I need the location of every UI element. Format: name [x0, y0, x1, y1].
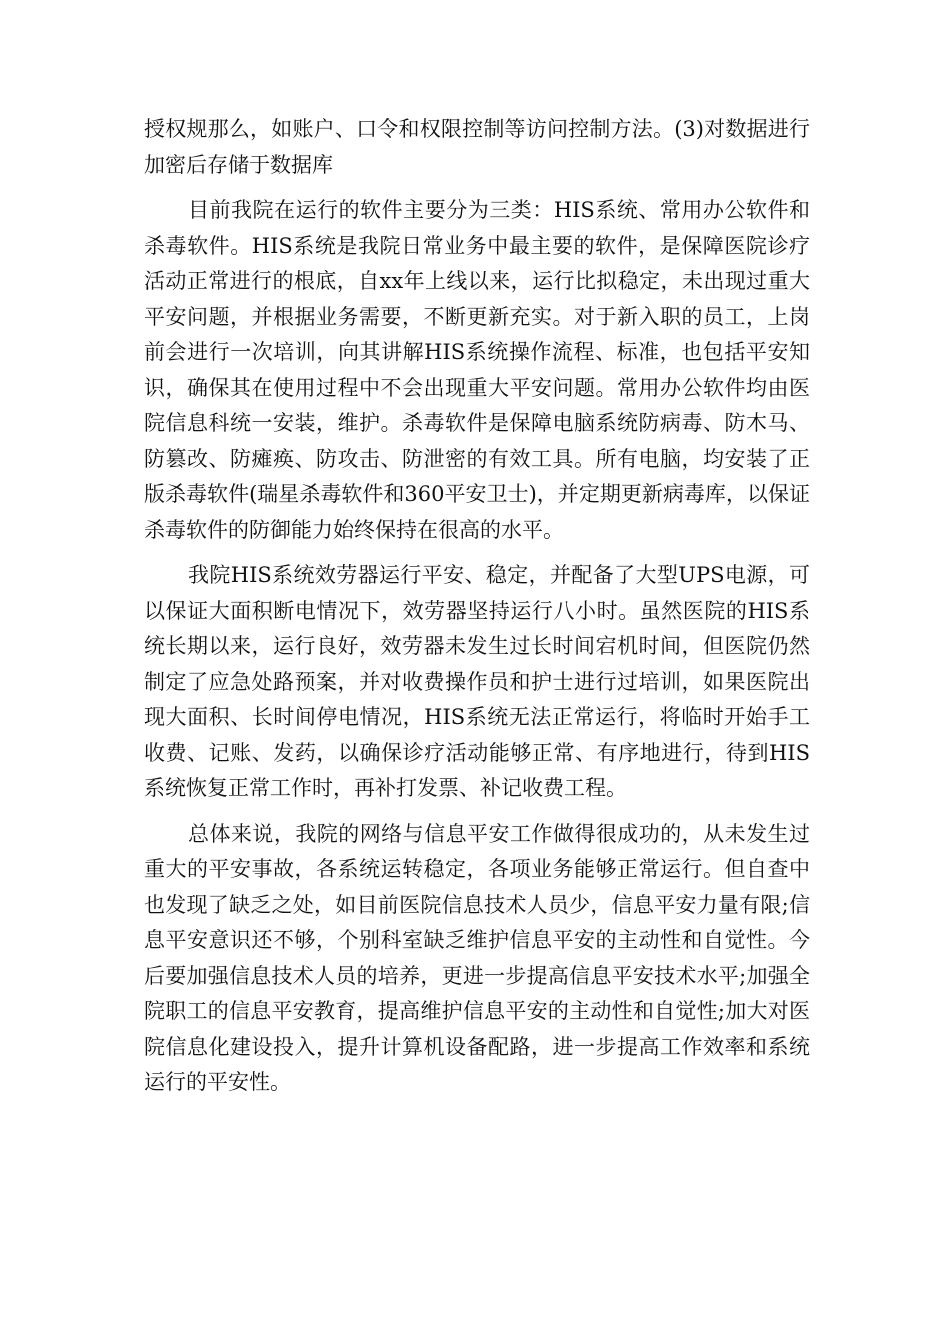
paragraph-1: 授权规那么，如账户、口令和权限控制等访问控制方法。(3)对数据进行加密后存储于数据库 — [144, 117, 810, 177]
paragraph-4: 总体来说，我院的网络与信息平安工作做得很成功的，从未发生过重大的平安事故，各系统运转稳定，各项业务能够正常运行。但自查中也发现了缺乏之处，如目前医院信息技术人员少，信息平安力量有限;信息平安意识还不够，个别科室缺乏维护信息平安的主动性和自觉性。今后要加强信息技术人员的培养，更进一步提高信息平安技术水平;加强全院职工的信息平安教育，提高维护信息平安的主动性和自觉性;加大对医院信息化建设投入，提升计算机设备配路，进一步提高工作效率和系统运行的平安性。 — [144, 821, 810, 1094]
paragraph-3: 我院HIS系统效劳器运行平安、稳定，并配备了大型UPS电源，可以保证大面积断电情况下，效劳器坚持运行八小时。虽然医院的HIS系统长期以来，运行良好，效劳器未发生过长时间宕机时间，但医院仍然制定了应急处路预案，并对收费操作员和护士进行过培训，如果医院出现大面积、长时间停电情况，HIS系统无法正常运行，将临时开始手工收费、记账、发药，以确保诊疗活动能够正常、有序地进行，待到HIS系统恢复正常工作时，再补打发票、补记收费工程。 — [144, 563, 810, 800]
paragraph-2: 目前我院在运行的软件主要分为三类：HIS系统、常用办公软件和杀毒软件。HIS系统是我院日常业务中最主要的软件，是保障医院诊疗活动正常进行的根底，自xx年上线以来，运行比拟稳定，未出现过重大平安问题，并根据业务需要，不断更新充实。对于新入职的员工，上岗前会进行一次培训，向其讲解HIS系统操作流程、标准，也包括平安知识，确保其在使用过程中不会出现重大平安问题。常用办公软件均由医院信息科统一安装，维护。杀毒软件是保障电脑系统防病毒、防木马、防篡改、防瘫痪、防攻击、防泄密的有效工具。所有电脑，均安装了正版杀毒软件(瑞星杀毒软件和360平安卫士)，并定期更新病毒库，以保证杀毒软件的防御能力始终保持在很高的水平。 — [144, 198, 810, 542]
document-body — [144, 112, 810, 1111]
